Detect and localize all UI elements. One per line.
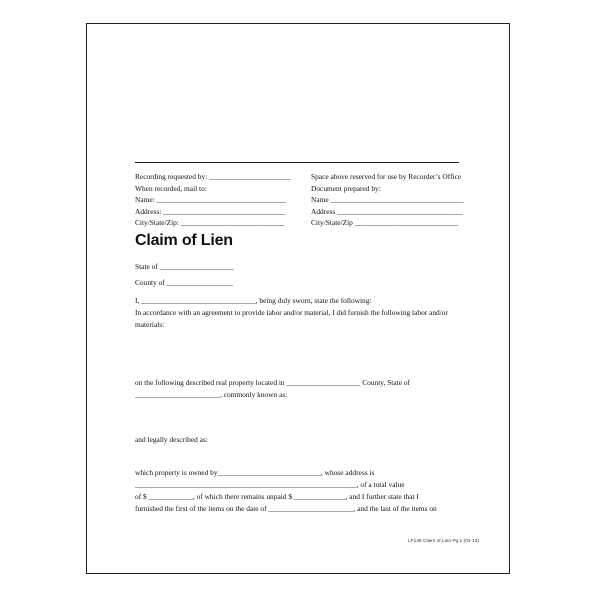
mail-to-name-field[interactable]: Name: ___________________________________	[135, 195, 286, 205]
recording-requested-by-field[interactable]: Recording requested by: ______________________	[135, 172, 291, 181]
first-item-date-field[interactable]: furnished the first of the items on the date of _______________________, and the last of the items on	[135, 504, 437, 513]
document-page	[86, 23, 510, 574]
owner-address-field[interactable]: ____________________________________________________________, of a total value	[135, 480, 405, 489]
state-field[interactable]: State of ____________________	[135, 262, 234, 271]
prepared-by-city-state-zip-field[interactable]: City/State/Zip ____________________________	[311, 218, 459, 228]
property-county-field[interactable]: on the following described real property located in ____________________ County, State of	[135, 378, 410, 387]
mail-to-label: When recorded, mail to:	[135, 183, 207, 193]
legal-description-label: and legally described as:	[135, 435, 208, 444]
property-owner-field[interactable]: which property is owned by____________________________, whose address is	[135, 468, 375, 477]
prepared-by-block	[311, 171, 464, 229]
agreement-statement: In accordance with an agreement to provide labor and/or material, I did furnish the following labor and/or	[135, 308, 448, 317]
county-field[interactable]: County of __________________	[135, 278, 234, 287]
prepared-by-address-field[interactable]: Address __________________________________	[311, 206, 463, 216]
total-value-field[interactable]: of $ ____________, of which there remains unpaid $ ______________, and I further state that I	[135, 492, 419, 501]
materials-label: materials:	[135, 320, 165, 329]
prepared-by-name-field[interactable]: Name ____________________________________	[311, 195, 464, 205]
recorder-office-note: Space above reserved for use by Recorder’s Office	[311, 172, 462, 181]
form-code: LF136 Claim of Lien Pg.1 (01-13)	[408, 539, 479, 544]
mail-to-address-field[interactable]: Address: _________________________________	[135, 206, 286, 216]
recorder-space-divider	[135, 162, 459, 163]
affiant-name-field[interactable]: I, _______________________________, being duly sworn, state the following:	[135, 296, 372, 305]
mail-to-city-state-zip-field[interactable]: City/State/Zip: ____________________________	[135, 218, 285, 228]
recording-info-block	[135, 171, 290, 229]
property-state-field[interactable]: _______________________, commonly known as:	[135, 390, 288, 399]
prepared-by-label: Document prepared by:	[311, 183, 381, 193]
document-title: Claim of Lien	[135, 232, 233, 249]
